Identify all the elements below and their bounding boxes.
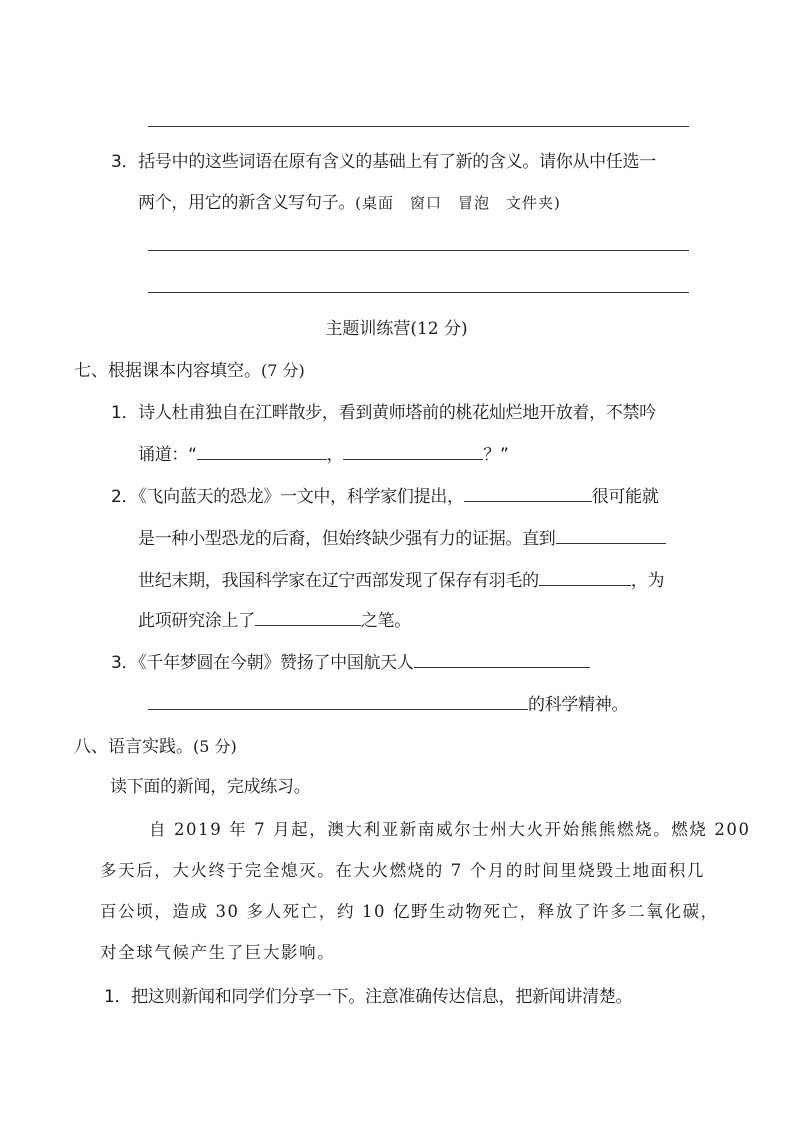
question-7-3-line2: 的科学精神。 (148, 690, 628, 715)
fill-blank[interactable] (556, 528, 666, 544)
news-line-1: 自 2019 年 7 月起，澳大利亚新南威尔士州大火开始熊熊燃烧。燃烧 200 (149, 820, 751, 839)
words-hint: (桌面 窗口 冒泡 文件夹) (355, 194, 561, 212)
fill-blank[interactable] (414, 652, 590, 668)
answer-line[interactable] (148, 250, 689, 251)
fill-blank[interactable] (197, 444, 327, 460)
answer-line[interactable] (148, 126, 689, 127)
theme-title: 主题训练营(12 分) (325, 319, 468, 339)
fill-blank[interactable] (148, 694, 528, 710)
question-8-1: 1．把这则新闻和同学们分享一下。注意准确传达信息，把新闻讲清楚。 (104, 987, 633, 1007)
question-6-3-line2: 两个，用它的新含义写句子。(桌面 窗口 冒泡 文件夹) (138, 193, 561, 213)
news-line-2: 多天后，大火终于完全熄灭。在大火燃烧的 7 个月的时间里烧毁土地面积几 (100, 861, 705, 880)
question-7-1-line2: 诵道：“ ， ？” (138, 445, 509, 465)
fill-blank[interactable] (255, 610, 361, 626)
question-7-1-line1: 1．诗人杜甫独自在江畔散步，看到黄师塔前的桃花灿烂地开放着，不禁吟 (111, 403, 656, 423)
news-line-3: 百公顷，造成 30 多人死亡，约 10 亿野生动物死亡，释放了许多二氧化碳， (100, 902, 719, 921)
section-8-instruction: 读下面的新闻，完成练习。 (110, 777, 311, 797)
section-score: (7 分) (261, 361, 305, 380)
section-score: (5 分) (193, 737, 237, 756)
question-7-3-line1: 3．《千年梦圆在今朝》赞扬了中国航天人 (111, 648, 590, 673)
news-line-4: 对全球气候产生了巨大影响。 (100, 943, 336, 962)
section-7-heading: 七、根据课本内容填空。(7 分) (74, 361, 305, 381)
fill-blank[interactable] (464, 486, 592, 502)
question-7-2-line2: 是一种小型恐龙的后裔，但始终缺少强有力的证据。直到 (138, 524, 666, 549)
fill-blank[interactable] (539, 570, 631, 586)
answer-line[interactable] (148, 292, 689, 293)
question-number: 3． (111, 152, 139, 172)
section-8-heading: 八、语言实践。(5 分) (74, 737, 237, 757)
question-6-3-line1: 3．括号中的这些词语在原有含义的基础上有了新的含义。请你从中任选一 (111, 152, 656, 172)
question-7-2-line3: 世纪末期，我国科学家在辽宁西部发现了保存有羽毛的 ，为 (138, 571, 665, 591)
fill-blank[interactable] (343, 444, 483, 460)
question-7-2-line4: 此项研究涂上了 之笔。 (138, 611, 412, 631)
question-7-2-line1: 2．《飞向蓝天的恐龙》一文中，科学家们提出， 很可能就 (111, 487, 659, 507)
